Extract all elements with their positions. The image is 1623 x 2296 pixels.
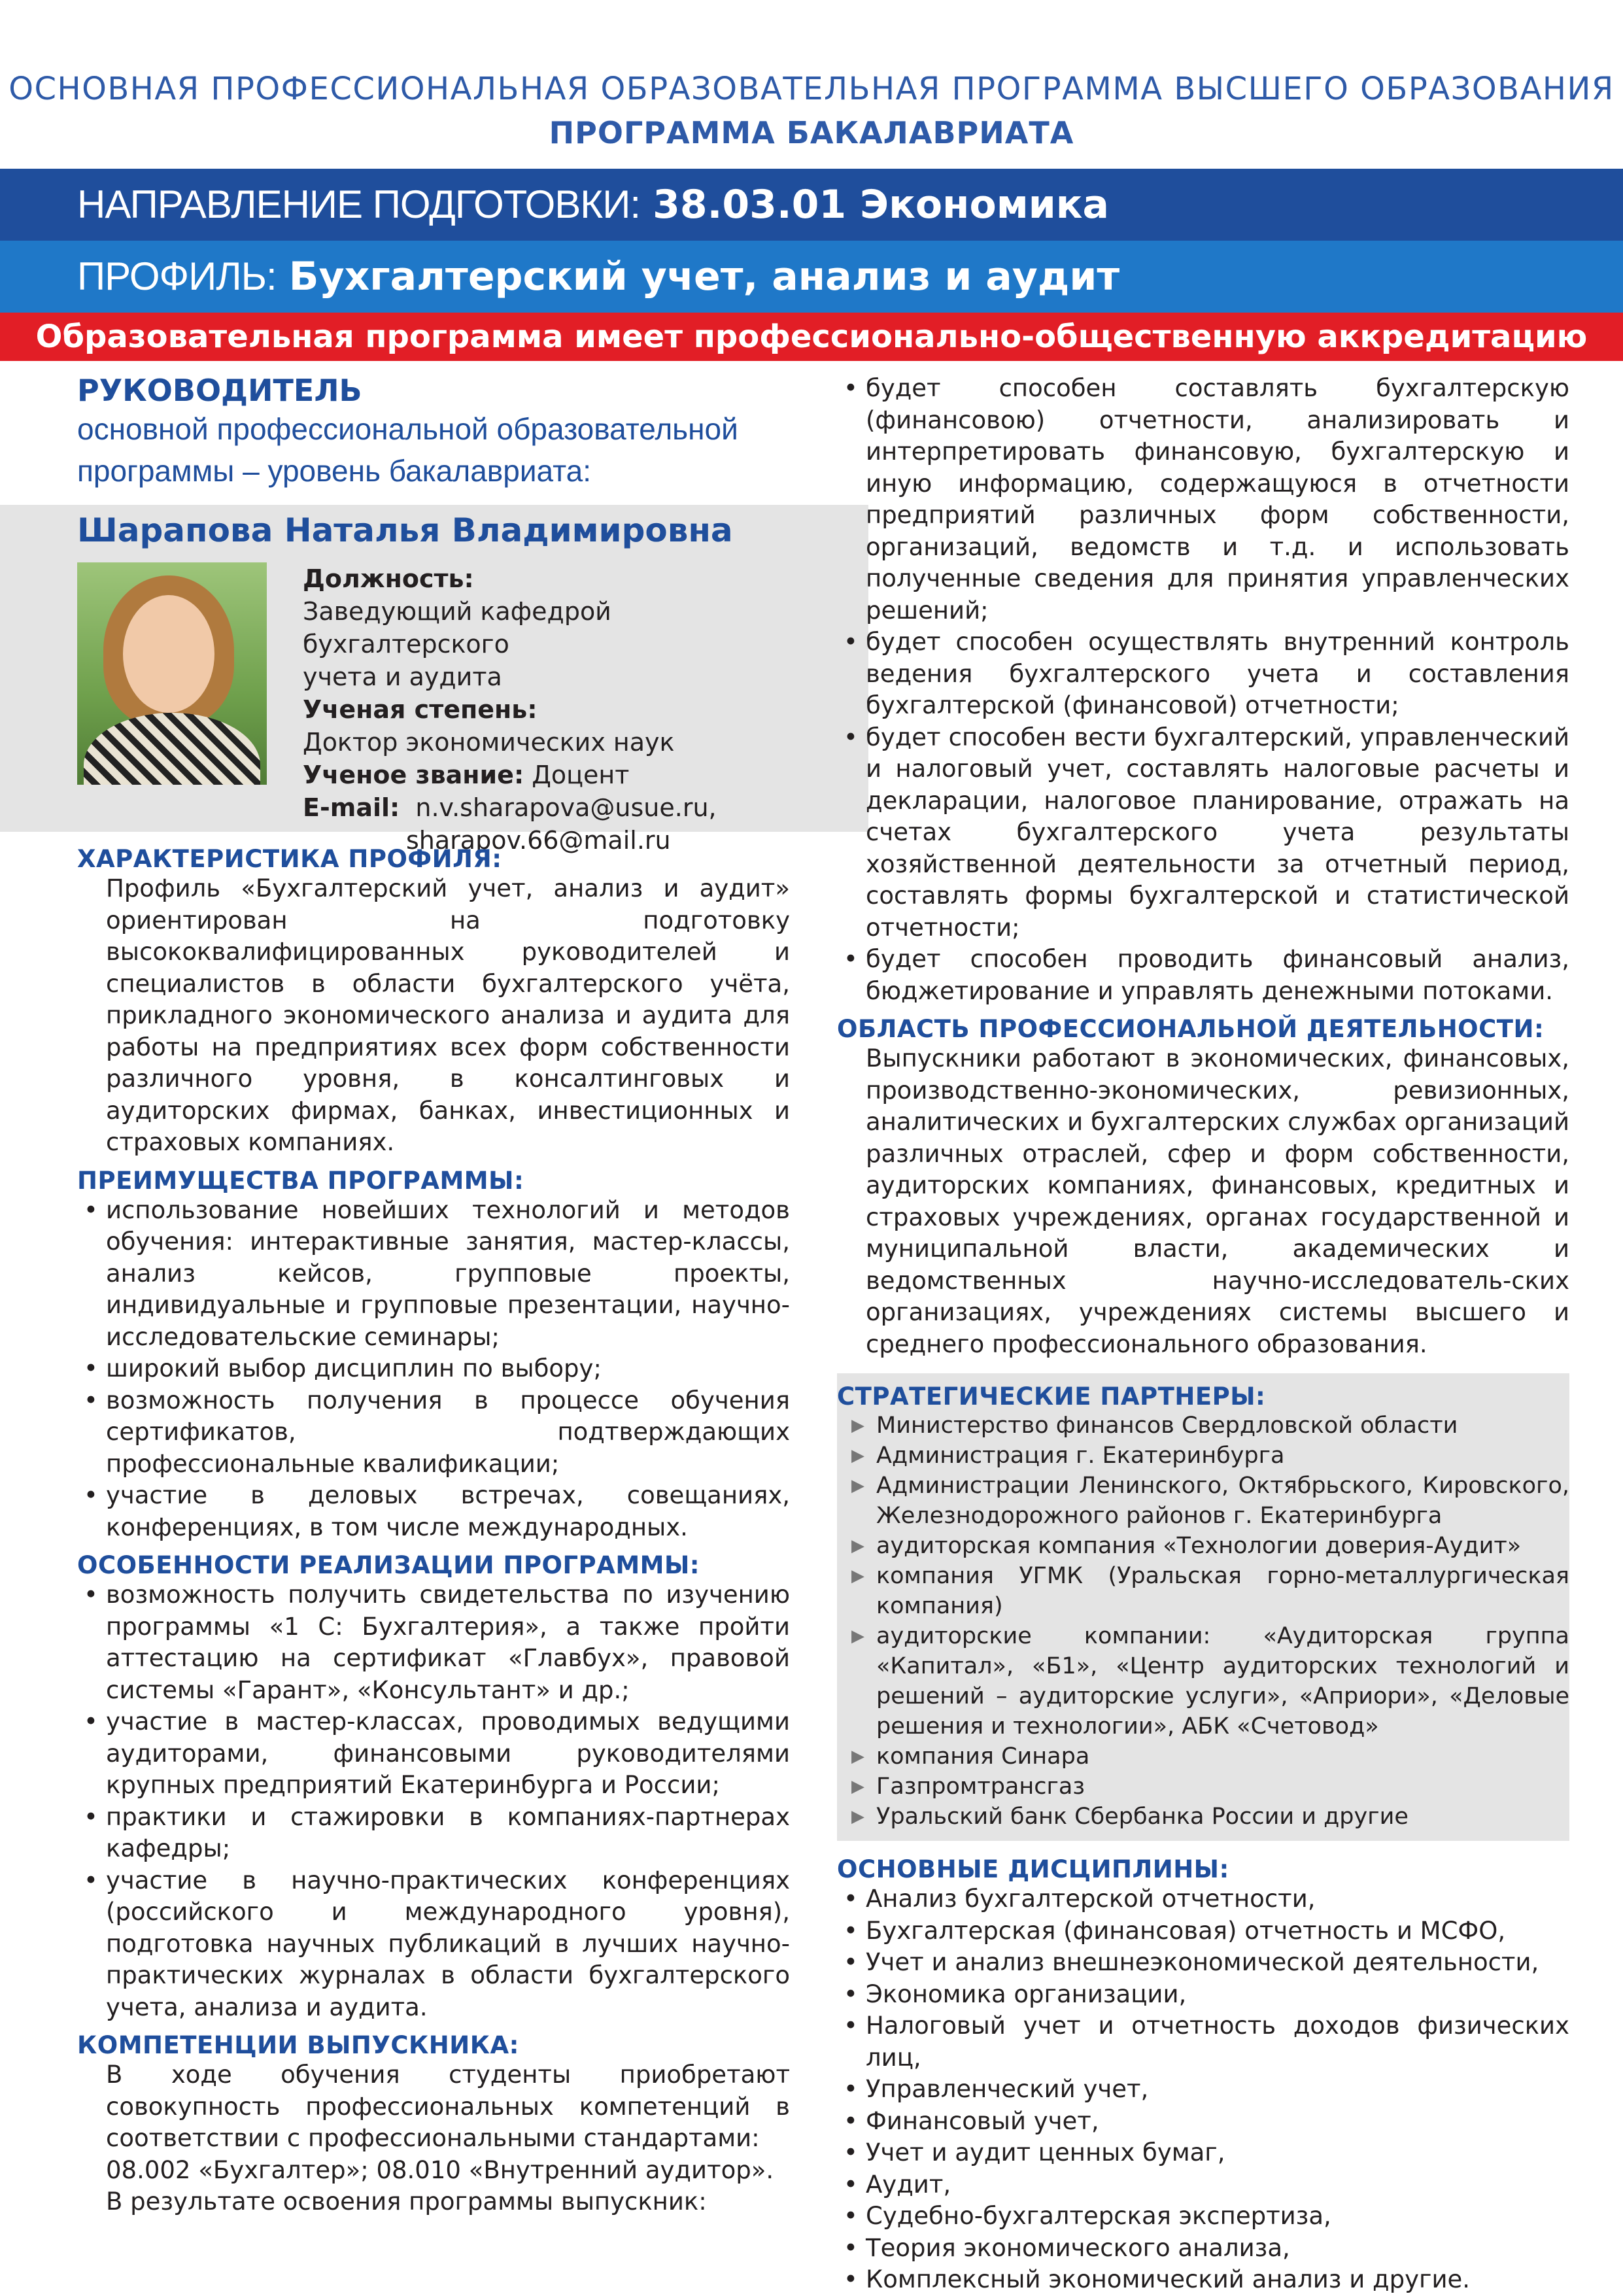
discipline-item: • Налоговый учет и отчетность доходов физических лиц, (837, 2010, 1569, 2074)
email-link-2[interactable]: sharapov.66@mail.ru (406, 826, 671, 855)
partner-item: ▶ компания Синара (837, 1741, 1569, 1772)
discipline-item: • Аудит, (837, 2169, 1569, 2201)
advantage-item: • широкий выбор дисциплин по выбору; (77, 1353, 790, 1385)
right-column (837, 373, 1569, 2296)
partner-item: ▶ Министерство финансов Свердловской области (837, 1411, 1569, 1441)
advantages-list (77, 1195, 790, 1544)
program-level-heading: ПРОГРАММА БАКАЛАВРИАТА (549, 115, 1074, 150)
direction-value: 38.03.01 Экономика (653, 182, 1110, 228)
competency-item: • будет способен вести бухгалтерский, управленческий и налоговый учет, составлять налоговые расчеты и декларации, налоговое планирование, отражать на счетах бухгалтерского учета результаты хозяйственной деятельности за отчетный период, составлять формы бухгалтерской и статистической отчетности; (837, 722, 1569, 944)
area-heading: ОБЛАСТЬ ПРОФЕССИОНАЛЬНОЙ ДЕЯТЕЛЬНОСТИ: (837, 1015, 1545, 1043)
disciplines-heading: ОСНОВНЫЕ ДИСЦИПЛИНЫ: (837, 1855, 1229, 1883)
advantage-item: • использование новейших технологий и методов обучения: интерактивные занятия, мастер-классы, анализ кейсов, групповые проекты, индивидуальные и групповые презентации, научно-исследовательские семинары; (77, 1195, 790, 1354)
competencies-text-1: В ходе обучения студенты приобретают совокупность профессиональных компетенций в соответствии с профессиональными стандартами: (106, 2061, 790, 2152)
discipline-item: • Теория экономического анализа, (837, 2233, 1569, 2265)
advantage-item: • возможность получения в процессе обучения сертификатов, подтверждающих профессиональные квалификации; (77, 1385, 790, 1481)
profile-band (0, 241, 1623, 313)
discipline-item: • Учет и аудит ценных бумаг, (837, 2137, 1569, 2169)
partner-item: ▶ аудиторская компания «Технологии доверия-Аудит» (837, 1531, 1569, 1561)
leader-name: Шарапова Наталья Владимировна (77, 511, 733, 549)
partner-item: ▶ Администрации Ленинского, Октябрьского, Кировского, Железнодорожного районов г. Екатеринбурга (837, 1471, 1569, 1531)
discipline-item: • Судебно-бухгалтерская экспертиза, (837, 2201, 1569, 2233)
degree-value: Доктор экономических наук (303, 728, 675, 757)
left-text-flow (77, 845, 790, 2218)
accreditation-band: Образовательная программа имеет профессионально-общественную аккредитацию (0, 313, 1623, 361)
position-line-2: учета и аудита (303, 662, 502, 691)
discipline-item: • Анализ бухгалтерской отчетности, (837, 1883, 1569, 1915)
features-heading: ОСОБЕННОСТИ РЕАЛИЗАЦИИ ПРОГРАММЫ: (77, 1551, 700, 1579)
profile-text: Профиль «Бухгалтерский учет, анализ и аудит» ориентирован на подготовку высококвалифицированных руководителей и специалистов в области бухгалтерского учёта, прикладного экономического анализа и аудита для работы на предприятиях всех форм собственности различного уровня, в консалтинговых и аудиторских фирмах, банках, инвестиционных и страховых компаниях. (106, 874, 790, 1156)
competency-item: • будет способен составлять бухгалтерскую (финансовою) отчетности, анализировать и интерпретировать финансовую, бухгалтерскую и иную информацию, содержащуюся в отчетности предприятий различных форм собственности, организаций, ведомств и т.д. и использовать полученные сведения для принятия управленческих решений; (837, 373, 1569, 626)
leader-info (303, 562, 800, 857)
discipline-item: • Комплексный экономический анализ и другие. (837, 2264, 1569, 2296)
profile-value: Бухгалтерский учет, анализ и аудит (288, 254, 1120, 300)
advantages-heading: ПРЕИМУЩЕСТВА ПРОГРАММЫ: (77, 1166, 524, 1195)
discipline-item: • Учет и анализ внешнеэкономической деятельности, (837, 1947, 1569, 1979)
photo-blouse (84, 713, 260, 785)
partners-heading: СТРАТЕГИЧЕСКИЕ ПАРТНЕРЫ: (837, 1382, 1266, 1411)
feature-item: • возможность получить свидетельства по изучению программы «1 С: Бухгалтерия», а также пройти аттестацию на сертификат «Главбух», правовой системы «Гарант», «Консультант» и др.; (77, 1579, 790, 1706)
feature-item: • практики и стажировки в компаниях-партнерах кафедры; (77, 1802, 790, 1865)
partner-item: ▶ Администрация г. Екатеринбурга (837, 1441, 1569, 1471)
discipline-item: • Экономика организации, (837, 1979, 1569, 2011)
photo-face (123, 595, 214, 713)
features-list (77, 1579, 790, 2023)
degree-label: Ученая степень: (303, 695, 538, 724)
feature-item: • участие в научно-практических конференциях (российского и международного уровня), подготовка научных публикаций в лучших научно-практических журналах в области бухгалтерского учета, анализа и аудита. (77, 1865, 790, 2024)
area-text: Выпускники работают в экономических, финансовых, производственно-экономических, ревизионных, аналитических и бухгалтерских службах организаций различных отраслей, сфер и форм собственности, аудиторских компаниях, финансовых, кредитных и страховых учреждениях, органах государственной и муниципальной власти, академических и ведомственных научно-исследователь-ских организациях, учреждениях системы высшего и среднего профессионального образования. (866, 1044, 1569, 1358)
email-label: E-mail: (303, 793, 400, 822)
direction-label: НАПРАВЛЕНИЕ ПОДГОТОВКИ: (77, 182, 641, 226)
partner-item: ▶ компания УГМК (Уральская горно-металлургическая компания) (837, 1561, 1569, 1621)
program-heading: ОСНОВНАЯ ПРОФЕССИОНАЛЬНАЯ ОБРАЗОВАТЕЛЬНАЯ ПРОГРАММА ВЫСШЕГО ОБРАЗОВАНИЯ (9, 71, 1614, 107)
leader-photo (77, 562, 267, 785)
competencies-list (837, 373, 1569, 1007)
disciplines-list (837, 1883, 1569, 2296)
rank-value: Доцент (532, 761, 630, 789)
leader-title: РУКОВОДИТЕЛЬ (77, 373, 362, 408)
discipline-item: • Бухгалтерская (финансовая) отчетность и МСФО, (837, 1915, 1569, 1947)
competency-item: • будет способен проводить финансовый анализ, бюджетирование и управлять денежными потоками. (837, 944, 1569, 1007)
partner-item: ▶ аудиторские компании: «Аудиторская группа «Капитал», «Б1», «Центр аудиторских технологий и решений – аудиторские услуги», «Априори», «Деловые решения и технологии», АБК «Счетовод» (837, 1621, 1569, 1741)
partners-list (837, 1411, 1569, 1832)
discipline-item: • Финансовый учет, (837, 2106, 1569, 2138)
profile-heading: ХАРАКТЕРИСТИКА ПРОФИЛЯ: (77, 845, 502, 873)
competencies-heading: КОМПЕТЕНЦИИ ВЫПУСКНИКА: (77, 2031, 519, 2059)
profile-label: ПРОФИЛЬ: (77, 254, 277, 298)
leader-subtitle-2: программы – уровень бакалавриата: (77, 454, 591, 488)
position-label: Должность: (303, 564, 474, 593)
partner-item: ▶ Уральский банк Сбербанка России и другие (837, 1802, 1569, 1832)
competencies-text-2: 08.002 «Бухгалтер»; 08.010 «Внутренний аудитор». (106, 2155, 774, 2184)
rank-label: Ученое звание: (303, 761, 524, 789)
position-line-1: Заведующий кафедрой бухгалтерского (303, 597, 611, 659)
advantage-item: • участие в деловых встречах, совещаниях, конференциях, в том числе международных. (77, 1480, 790, 1543)
partners-box (837, 1373, 1569, 1841)
partner-item: ▶ Газпромтрансгаз (837, 1772, 1569, 1802)
email-link-1[interactable]: n.v.sharapova@usue.ru, (415, 793, 717, 822)
discipline-item: • Управленческий учет, (837, 2074, 1569, 2106)
left-column (77, 366, 790, 2216)
feature-item: • участие в мастер-классах, проводимых ведущими аудиторами, финансовыми руководителями крупных предприятий Екатеринбурга и России; (77, 1706, 790, 1802)
competencies-text-3: В результате освоения программы выпускник: (106, 2187, 707, 2216)
competency-item: • будет способен осуществлять внутренний контроль ведения бухгалтерского учета и составления бухгалтерской (финансовой) отчетности; (837, 626, 1569, 722)
leader-subtitle-1: основной профессиональной образовательной (77, 412, 738, 446)
direction-band (0, 169, 1623, 241)
